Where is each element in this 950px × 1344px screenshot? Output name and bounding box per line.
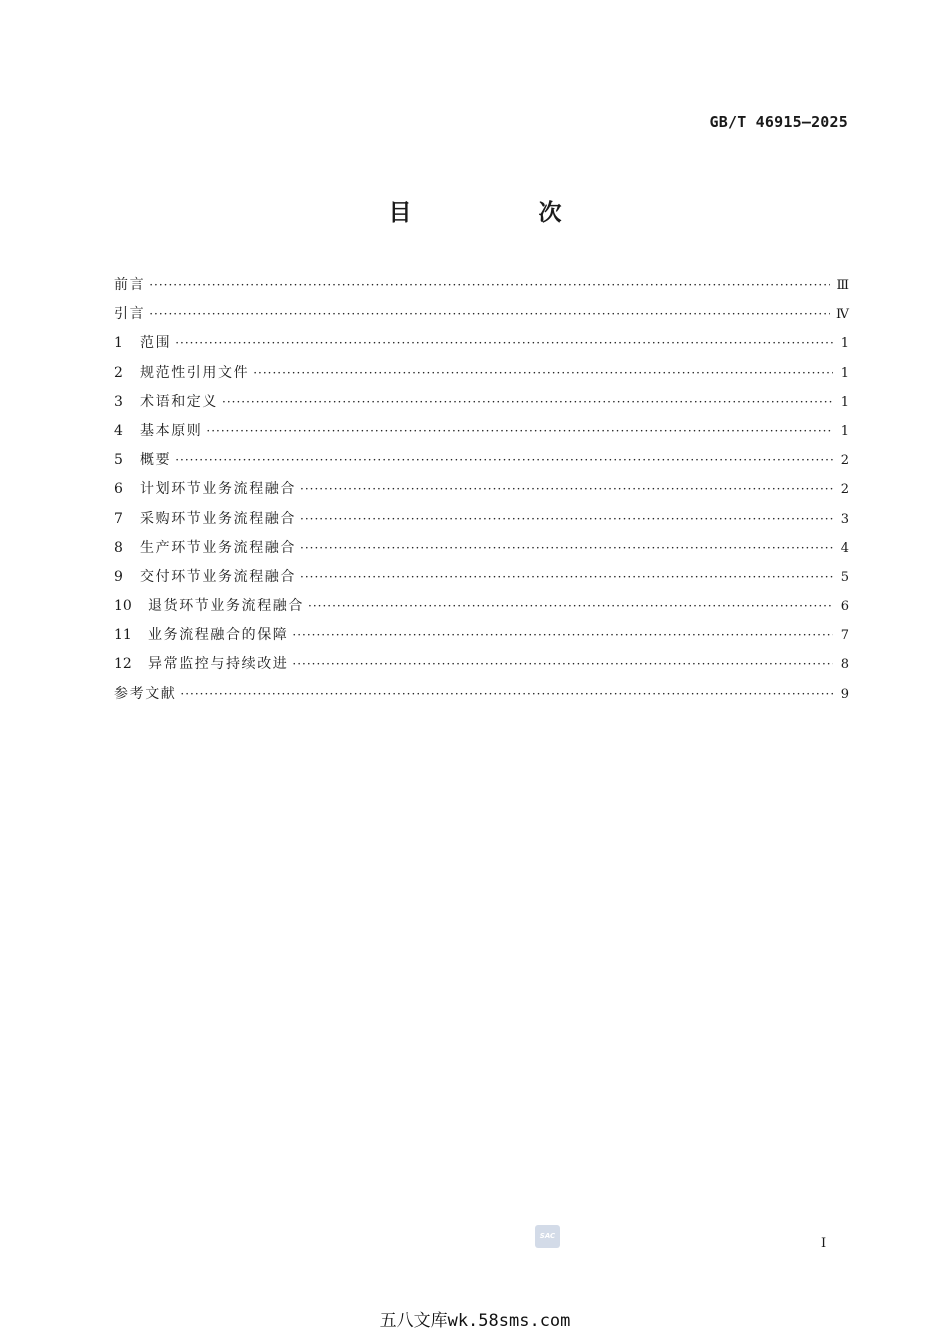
- toc-entry-label: 计划环节业务流程融合: [140, 481, 296, 498]
- toc-entry[interactable]: [114, 595, 849, 624]
- toc-entry-page: 1: [840, 336, 849, 352]
- toc-entry-page: 7: [840, 628, 849, 644]
- toc-leader-dots: [300, 482, 833, 496]
- toc-entry-number: 12: [114, 656, 132, 673]
- toc-entry-number: 1: [114, 335, 123, 352]
- toc-entry-number: 4: [114, 422, 123, 439]
- standard-code: GB/T 46915—2025: [709, 113, 848, 131]
- toc-entry-page: 5: [840, 569, 849, 585]
- table-of-contents: [114, 274, 849, 712]
- toc-entry-page: Ⅲ: [836, 278, 849, 293]
- toc-entry-page: 4: [840, 540, 849, 556]
- toc-entry-label: 参考文献: [114, 685, 177, 702]
- toc-entry-label: 范围: [140, 335, 172, 352]
- toc-leader-dots: [300, 512, 833, 526]
- toc-entry-label: 基本原则: [140, 422, 203, 439]
- toc-entry-page: 8: [840, 657, 849, 673]
- toc-entry-label: 退货环节业务流程融合: [148, 598, 304, 615]
- toc-entry[interactable]: [114, 449, 849, 478]
- toc-leader-dots: [292, 657, 833, 671]
- toc-entry[interactable]: [114, 303, 849, 332]
- toc-entry[interactable]: [114, 362, 849, 391]
- toc-entry-number: 11: [114, 627, 132, 644]
- toc-entry[interactable]: [114, 537, 849, 566]
- toc-entry[interactable]: [114, 391, 849, 420]
- footer-site-link[interactable]: 五八文库wk.58sms.com: [379, 1311, 571, 1331]
- sac-logo-text: SAC: [539, 1232, 556, 1240]
- toc-leader-dots: [175, 453, 833, 467]
- toc-entry[interactable]: [114, 332, 849, 361]
- toc-entry-number: 8: [114, 539, 123, 556]
- toc-leader-dots: [206, 424, 833, 438]
- toc-entry-page: 2: [840, 482, 849, 498]
- toc-entry-label: 异常监控与持续改进: [148, 656, 289, 673]
- toc-entry-label: 交付环节业务流程融合: [140, 568, 296, 585]
- page-number: I: [821, 1236, 827, 1251]
- toc-leader-dots: [253, 366, 833, 380]
- toc-entry-number: 7: [114, 510, 123, 527]
- toc-entry-label: 业务流程融合的保障: [148, 627, 289, 644]
- sac-logo-icon: [535, 1225, 560, 1248]
- toc-entry-page: 1: [840, 423, 849, 439]
- toc-leader-dots: [222, 395, 833, 409]
- toc-entry-label: 引言: [114, 306, 146, 323]
- toc-entry-number: 9: [114, 568, 123, 585]
- toc-entry-page: 1: [840, 394, 849, 410]
- toc-entry[interactable]: [114, 653, 849, 682]
- toc-entry-page: 1: [840, 365, 849, 381]
- toc-entry-number: 5: [114, 452, 123, 469]
- toc-entry-number: 6: [114, 481, 123, 498]
- toc-entry-page: 2: [840, 453, 849, 469]
- toc-entry[interactable]: [114, 508, 849, 537]
- toc-entry-page: 6: [840, 599, 849, 615]
- toc-entry-page: 3: [840, 511, 849, 527]
- toc-leader-dots: [175, 336, 833, 350]
- toc-entry[interactable]: [114, 478, 849, 507]
- toc-entry-label: 规范性引用文件: [140, 364, 250, 381]
- toc-entry[interactable]: [114, 274, 849, 303]
- toc-entry-label: 概要: [140, 452, 172, 469]
- toc-entry-page: 9: [840, 686, 849, 702]
- toc-entry-number: 2: [114, 364, 123, 381]
- toc-entry-label: 采购环节业务流程融合: [140, 510, 296, 527]
- toc-entry-page: Ⅳ: [836, 307, 849, 323]
- toc-leader-dots: [149, 307, 830, 321]
- toc-entry[interactable]: [114, 420, 849, 449]
- toc-leader-dots: [149, 278, 830, 292]
- toc-leader-dots: [300, 570, 833, 584]
- toc-entry-label: 前言: [114, 277, 146, 293]
- toc-entry-number: 3: [114, 393, 123, 410]
- toc-leader-dots: [308, 599, 833, 613]
- toc-entry[interactable]: [114, 683, 849, 712]
- toc-entry[interactable]: [114, 624, 849, 653]
- toc-entry-number: 10: [114, 598, 132, 615]
- toc-leader-dots: [292, 628, 833, 642]
- page-title: 目 次: [388, 200, 614, 226]
- toc-leader-dots: [300, 541, 833, 555]
- toc-entry[interactable]: [114, 566, 849, 595]
- toc-entry-label: 术语和定义: [140, 393, 218, 410]
- toc-entry-label: 生产环节业务流程融合: [140, 539, 296, 556]
- toc-leader-dots: [180, 687, 833, 701]
